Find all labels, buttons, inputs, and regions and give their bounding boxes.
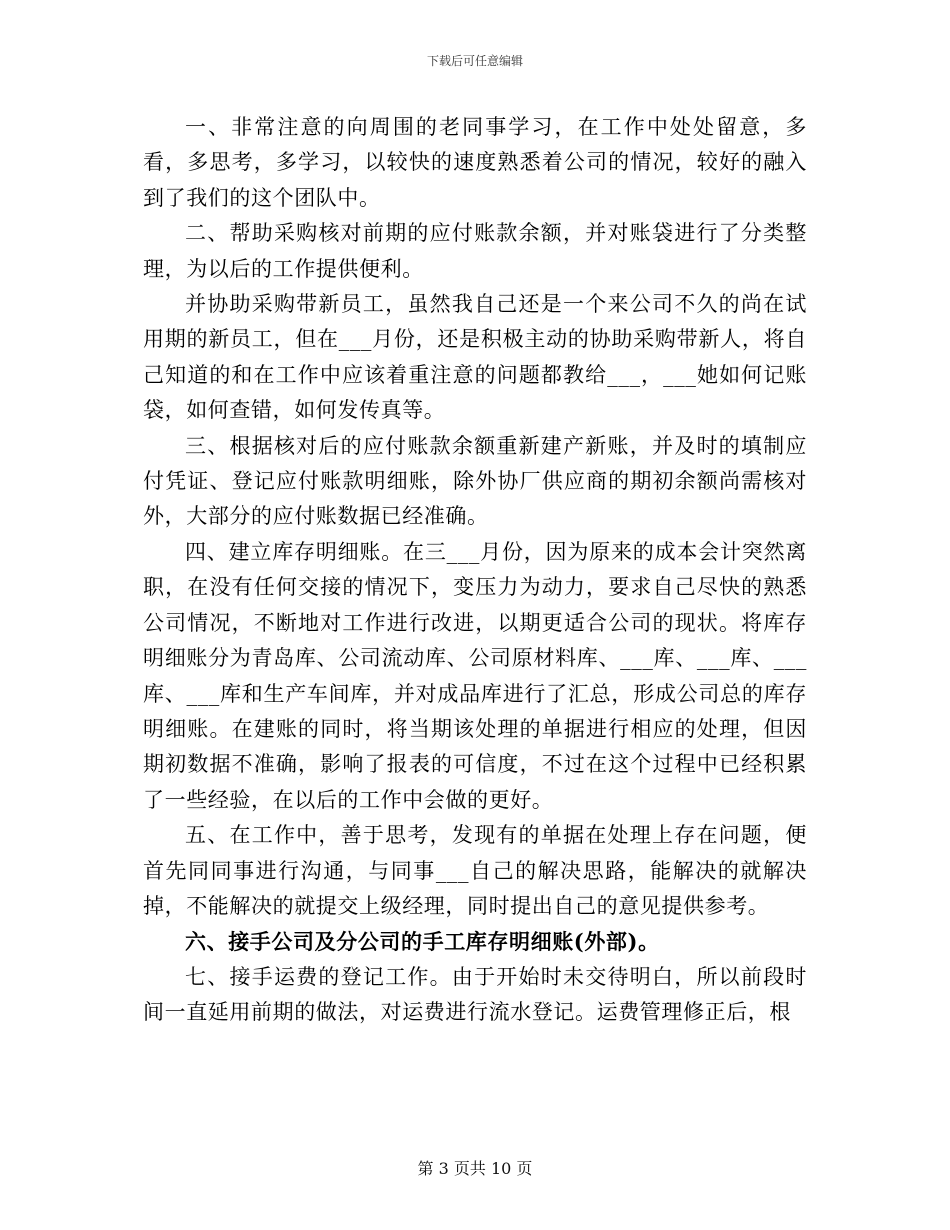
- paragraph-3: 并协助采购带新员工，虽然我自己还是一个来公司不久的尚在试用期的新员工，但在___月份，还是积极主动的协助采购带新人，将自己知道的和在工作中应该着重注意的问题都教给___，___她如何记账袋，如何查错，如何发传真等。: [143, 292, 807, 423]
- paragraph-8: 七、接手运费的登记工作。由于开始时未交待明白，所以前段时间一直延用前期的做法，对运费进行流水登记。运费管理修正后，根: [143, 964, 807, 1025]
- paragraph-7-heading: 六、接手公司及分公司的手工库存明细账(外部)。: [185, 929, 660, 955]
- document-body: [143, 110, 807, 1031]
- paragraph-5: 四、建立库存明细账。在三___月份，因为原来的成本会计突然离职，在没有任何交接的情况下，变压力为动力，要求自己尽快的熟悉公司情况，不断地对工作进行改进，以期更适合公司的现状。将库存明细账分为青岛库、公司流动库、公司原材料库、___库、___库、___库、___库和生产车间库，并对成品库进行了汇总，形成公司总的库存明细账。在建账的同时，将当期该处理的单据进行相应的处理，但因期初数据不准确，影响了报表的可信度，不过在这个过程中已经积累了一些经验，在以后的工作中会做的更好。: [143, 539, 807, 812]
- paragraph-4: 三、根据核对后的应付账款余额重新建产新账，并及时的填制应付凭证、登记应付账款明细账，除外协厂供应商的期初余额尚需核对外，大部分的应付账数据已经准确。: [143, 433, 807, 529]
- page-number: 第 3 页共 10 页: [417, 1159, 533, 1178]
- paragraph-6: 五、在工作中，善于思考，发现有的单据在处理上存在问题，便首先同同事进行沟通，与同事___自己的解决思路，能解决的就解决掉，不能解决的就提交上级经理，同时提出自己的意见提供参考。: [143, 823, 807, 918]
- paragraph-2: 二、帮助采购核对前期的应付账款余额，并对账袋进行了分类整理，为以后的工作提供便利。: [143, 221, 807, 281]
- paragraph-1: 一、非常注意的向周围的老同事学习，在工作中处处留意，多看，多思考，多学习，以较快的速度熟悉着公司的情况，较好的融入到了我们的这个团队中。: [143, 115, 807, 210]
- header-note: 下载后可任意编辑: [426, 54, 523, 68]
